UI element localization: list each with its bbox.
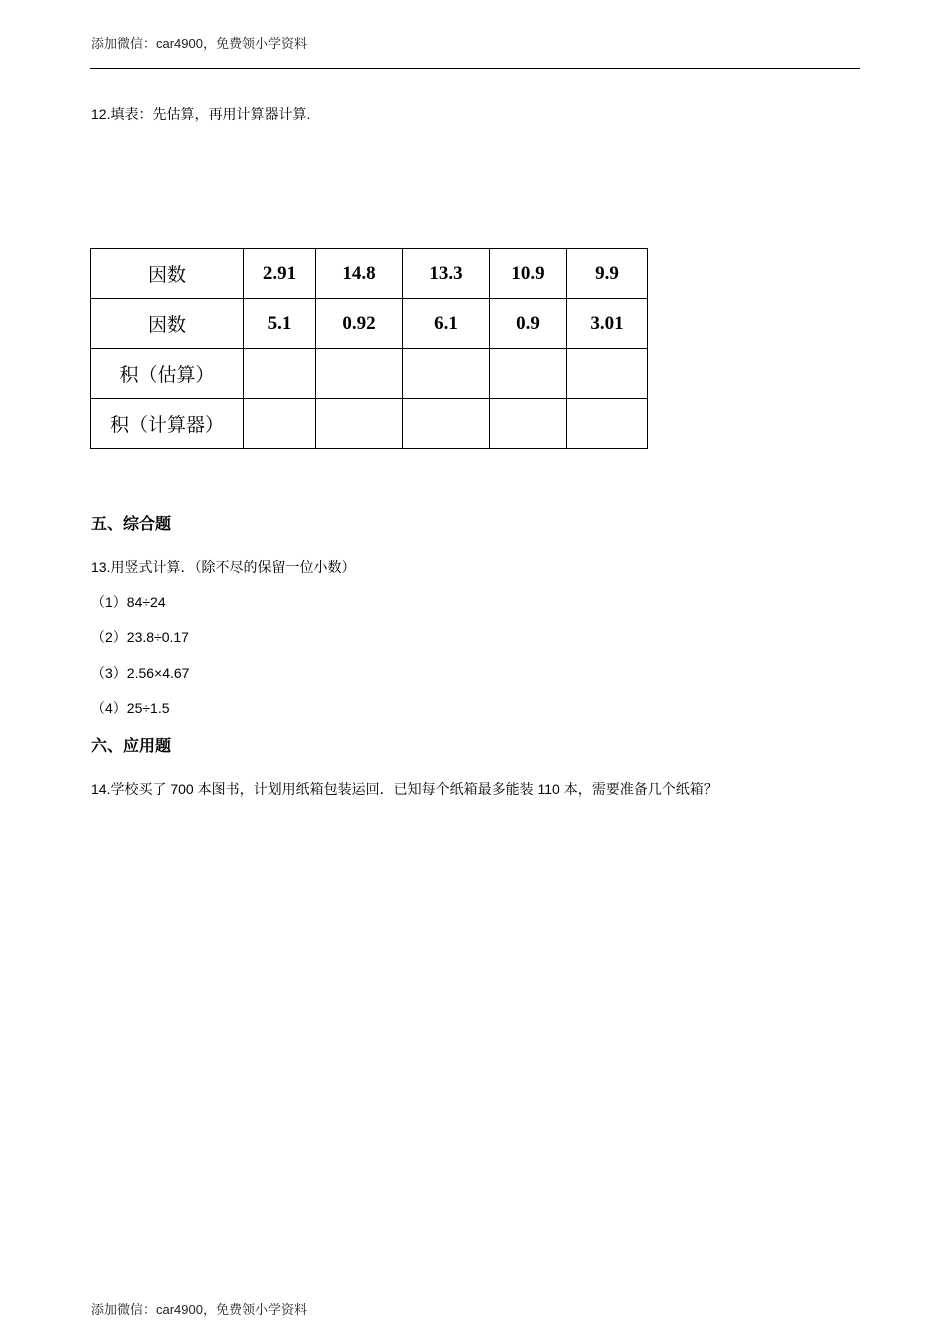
calculation-table xyxy=(90,248,648,449)
question-12-title: 12.填表：先估算，再用计算器计算. xyxy=(91,106,311,122)
answer-cell xyxy=(316,349,403,399)
table-cell: 0.92 xyxy=(316,299,403,349)
answer-cell xyxy=(567,349,648,399)
section-heading-application: 六、应用题 xyxy=(91,738,172,755)
answer-cell xyxy=(244,349,316,399)
table-cell: 0.9 xyxy=(490,299,567,349)
table-cell: 10.9 xyxy=(490,249,567,299)
page-header-text: 添加微信：car4900，免费领小学资料 xyxy=(91,36,307,51)
question-13-item: （1）84÷24 xyxy=(91,594,166,610)
table-cell: 9.9 xyxy=(567,249,648,299)
row-label: 积（计算器） xyxy=(91,399,244,449)
question-13-item: （4）25÷1.5 xyxy=(91,700,170,716)
answer-cell xyxy=(244,399,316,449)
table-cell: 3.01 xyxy=(567,299,648,349)
question-13-item: （2）23.8÷0.17 xyxy=(91,629,189,645)
answer-cell xyxy=(403,399,490,449)
table-cell: 14.8 xyxy=(316,249,403,299)
page-footer-text: 添加微信：car4900，免费领小学资料 xyxy=(91,1302,307,1317)
header-divider xyxy=(90,68,860,69)
table-cell: 5.1 xyxy=(244,299,316,349)
table-row xyxy=(91,399,648,449)
answer-cell xyxy=(567,399,648,449)
row-label: 因数 xyxy=(91,249,244,299)
section-heading-comprehensive: 五、综合题 xyxy=(91,516,172,533)
table-cell: 13.3 xyxy=(403,249,490,299)
table-row xyxy=(91,349,648,399)
row-label: 因数 xyxy=(91,299,244,349)
answer-cell xyxy=(403,349,490,399)
table-row xyxy=(91,249,648,299)
answer-cell xyxy=(490,399,567,449)
answer-cell xyxy=(490,349,567,399)
table-cell: 2.91 xyxy=(244,249,316,299)
question-14-title: 14.学校买了 700 本图书，计划用纸箱包装运回．已知每个纸箱最多能装 110 本，需要准备几个纸箱？ xyxy=(91,781,718,797)
answer-cell xyxy=(316,399,403,449)
table-cell: 6.1 xyxy=(403,299,490,349)
question-13-title: 13.用竖式计算．（除不尽的保留一位小数） xyxy=(91,559,356,575)
row-label: 积（估算） xyxy=(91,349,244,399)
question-13-item: （3）2.56×4.67 xyxy=(91,665,190,681)
table-row xyxy=(91,299,648,349)
